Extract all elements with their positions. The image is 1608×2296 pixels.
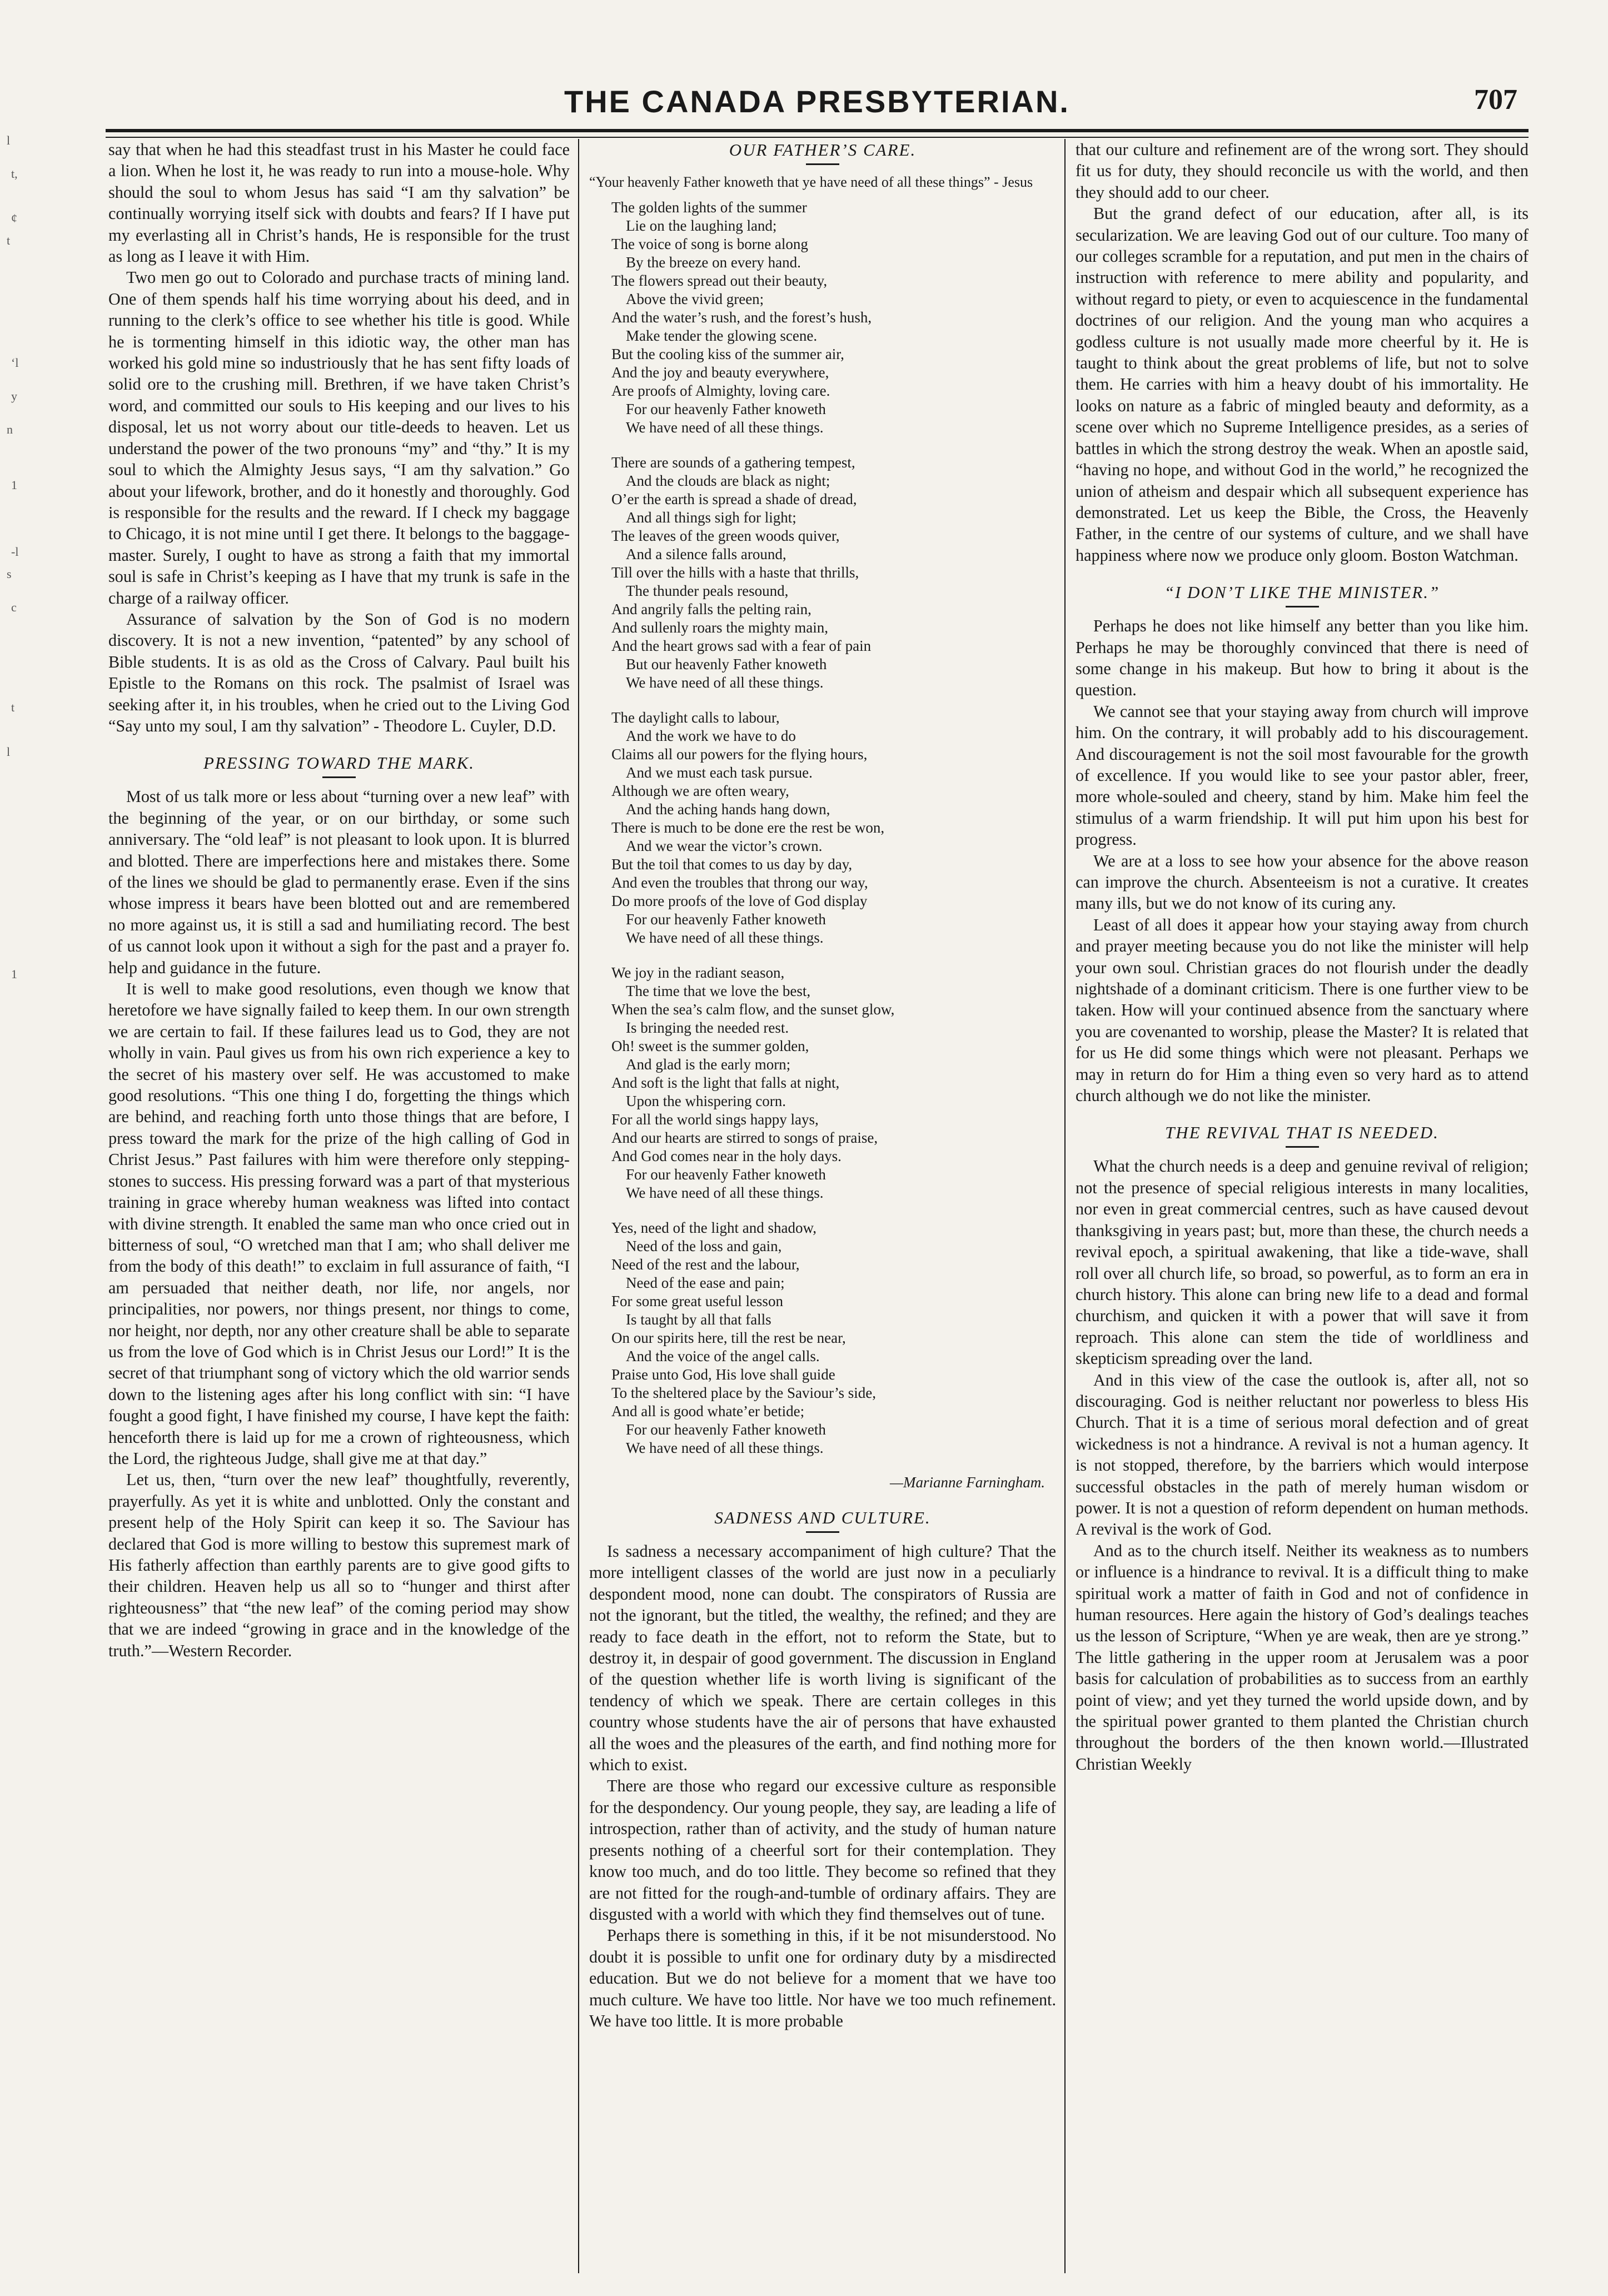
column-right [1076, 139, 1529, 2273]
section-heading: THE REVIVAL THAT IS NEEDED. [1165, 1123, 1439, 1143]
margin-mark: c [11, 600, 17, 614]
poem-line: For some great useful lesson [611, 1293, 783, 1309]
poem-line: For all the world sings happy lays, [611, 1111, 819, 1128]
poem-line: The golden lights of the summer [611, 199, 807, 216]
heading-dash [1286, 606, 1319, 607]
poem-line: And the work we have to do [626, 728, 796, 744]
column-divider [1064, 139, 1066, 2273]
masthead-rule [106, 129, 1529, 132]
poem-line: Claims all our powers for the flying hours, [611, 746, 868, 763]
paragraph: It is well to make good resolutions, even though we know that heretofore we have signally failed to keep them. In our own strength we are certain to fail. If these failures lead us to God, they are not wholly in vain. Paul gives us from his own rich experience a key to the secret of his mastery over self. He was accustomed to make good resolutions. “This one thing I do, forgetting the things which are behind, and reaching forth unto those things that are before, I press toward the mark for the prize of the high calling of God in Christ Jesus.” Past failures with him were therefore only stepping-stones to success. His pressing forward was a part of that mysterious training in grace whereby human weakness was lifted into contact with divine strength. It enabled the same man who once cried out in bitterness of soul, “O wretched man that I am; who shall deliver me from the body of this death!” to exclaim in full assurance of faith, “I am persuaded that neither death, nor life, nor angels, nor principalities, nor powers, nor things present, nor things to come, nor height, nor depth, nor any other creature shall be able to separate us from the love of God which is in Christ Jesus our Lord!” It is the secret of that triumphant song of victory which the old warrior sends down to the listening ages after his long conflict with sin: “I have fought a good fight, I have finished my course, I have kept the faith: henceforth there is laid up for me a crown of righteousness, which the Lord, the righteous Judge, shall give me at that day.” [108, 979, 570, 1468]
poem-line: To the sheltered place by the Saviour’s side, [611, 1384, 876, 1401]
heading-dash [806, 1531, 839, 1533]
poem-line: Are proofs of Almighty, loving care. [611, 382, 830, 399]
poem-line: Yes, need of the light and shadow, [611, 1219, 817, 1236]
paragraph: that our culture and refinement are of the wrong sort. They should fit us for duty, they should reconcile us with the world, and then they should add to our cheer. [1076, 140, 1529, 202]
masthead [106, 83, 1529, 133]
poem-line: Is bringing the needed rest. [626, 1019, 789, 1036]
poem [589, 198, 1056, 1457]
paragraph: Most of us talk more or less about “turning over a new leaf” with the beginning of the year, or on our birthday, or some such anniversary. The “old leaf” is not pleasant to look upon. It is blurred and blotted. There are imperfections here and mistakes there. Some of the lines we should be glad to permanently erase. Even if the sins whose impress it bears have been blotted out and are remembered no more against us, it is still a sad and humiliating record. The best of us cannot look upon it without a sigh for the past and a prayer fo. help and guidance in the future. [108, 787, 570, 977]
poem-line: Oh! sweet is the summer golden, [611, 1038, 809, 1054]
poem-line: And angrily falls the pelting rain, [611, 601, 812, 617]
poem-line: For our heavenly Father knoweth [626, 401, 826, 417]
paragraph: What the church needs is a deep and genuine revival of religion; not the presence of special religious interests in many localities, nor even in great commercial centres, such as have caused devout thanksgiving in years past; but, more than these, the church needs a revival epoch, a spiritual awakening, that like a tide-wave, shall roll over all church life, so broad, so powerful, as to form an era in church history. This alone can bring new life to a dead and formal churchism, and quicken it with a power that will save it from reproach. This alone can stem the tide of worldliness and skepticism spreading over the land. [1076, 1157, 1529, 1368]
poem-epigraph: “Your heavenly Father knoweth that ye have need of all these things” - Jesus [589, 174, 1033, 190]
paragraph: We cannot see that your staying away from church will improve him. On the contrary, it will probably add to his discouragement. And discouragement is not the soil most favourable for the growth of excellence. If you would like to see your pastor abler, freer, more whole-souled and cheery, stand by him. Make him feel the stimulus of a warm friendship. It will put him upon his best for progress. [1076, 701, 1529, 849]
margin-mark: n [7, 422, 13, 436]
poem-line: We have need of all these things. [626, 1440, 824, 1456]
poem-line: We joy in the radiant season, [611, 964, 785, 981]
poem-line: And all is good whate’er betide; [611, 1403, 805, 1420]
poem-line: Praise unto God, His love shall guide [611, 1366, 835, 1383]
poem-line: But the toil that comes to us day by day, [611, 856, 853, 873]
poem-line: Need of the ease and pain; [626, 1274, 785, 1291]
poem-stanza [589, 709, 1056, 947]
poem-line: O’er the earth is spread a shade of dread, [611, 491, 857, 507]
paragraph: Is sadness a necessary accompaniment of high culture? That the more intelligent classes of the world are just now in a peculiarly despondent mood, none can doubt. The conspirators of Russia are not the ignorant, but the titled, the wealthy, the refined; and they are ready to face death in the effort, not to reform the State, but to destroy it, in despair of good government. The discussion in England of the question whether life is worth living is significant of the tendency of which we speak. There are certain colleges in this country whose students have the air of persons that have exhausted all the woes and the pleasures of the earth, and find nothing more for which to exist. [589, 1542, 1056, 1775]
paragraph: There are those who regard our excessive culture as responsible for the despondency. Our young people, they say, are leading a life of introspection, rather than of activity, and the study of human nature presents nothing of a cheerful sort for their contemplation. They know too much, and do too little. They become so refined that they are not fitted for the rough-and-tumble of ordinary affairs. They are disgusted with a world with which they find themselves out of tune. [589, 1776, 1056, 1924]
poem-line: Make tender the glowing scene. [626, 327, 818, 344]
paragraph: say that when he had this steadfast trust in his Master he could face a lion. When he lost it, he was ready to run into a mouse-hole. Why should the soul to whom Jesus has said “I am thy salvation” be continually worrying itself sick with doubts and fears? If I have put my everlasting all in Christ’s hands, He is responsible for the trust as long as I leave it with Him. [108, 140, 570, 266]
paragraph: And as to the church itself. Neither its weakness as to numbers or influence is a hindrance to revival. It is a difficult thing to make spiritual work a matter of faith in God and not of confidence in human resources. Here again the history of God’s dealings teaches us the lesson of Scripture, “When ye are weak, then are ye strong.” The little gathering in the upper room at Jerusalem was a poor basis for calculation of probabilities as to success from an earthly point of view; and yet they turned the world upside down, and by the spiritual power granted to them planted the Christian church throughout the borders of the then known world.—Illustrated Christian Weekly [1076, 1541, 1529, 1774]
margin-mark: -l [11, 545, 19, 559]
paragraph: Least of all does it appear how your staying away from church and prayer meeting because you do not like the minister will help your own soul. Christian graces do not flourish under the deadly nightshade of a dominant criticism. There is one further view to be taken. How will your continued absence from the sanctuary where you are covenanted to worship, please the Master? It is related that for us He did some things which were not pleasant. Perhaps we may in return do for Him a thing even so very hard as to attend church although we do not like the minister. [1076, 915, 1529, 1105]
poem-line: And the clouds are black as night; [626, 472, 830, 489]
margin-mark: s [7, 567, 12, 581]
poem-line: Is taught by all that falls [626, 1311, 771, 1328]
poem-line: And the joy and beauty everywhere, [611, 364, 829, 381]
poem-line: There are sounds of a gathering tempest, [611, 454, 855, 471]
poem-line: And the voice of the angel calls. [626, 1348, 820, 1364]
poem-line: And sullenly roars the mighty main, [611, 619, 828, 636]
poem-line: Do more proofs of the love of God display [611, 893, 868, 909]
paragraph: Let us, then, “turn over the new leaf” thoughtfully, reverently, prayerfully. As yet it is white and unblotted. Only the constant and present help of the Holy Spirit can keep it so. The Saviour has declared that God is more willing to bestow this supremest mark of His fatherly affection than earthly parents are to give good gifts to their children. Heaven help us all so to “hunger and thirst after righteousness” that “the new leaf” of the coming period may show that we are indeed “growing in grace and in the knowledge of the truth.”—Western Recorder. [108, 1470, 570, 1660]
poem-line: We have need of all these things. [626, 674, 824, 691]
poem-line: The flowers spread out their beauty, [611, 272, 828, 289]
section-heading: “I DON’T LIKE THE MINISTER.” [1164, 582, 1440, 602]
poem-line: And God comes near in the holy days. [611, 1148, 842, 1164]
poem-line: Till over the hills with a haste that thrills, [611, 564, 859, 581]
poem-line: And soft is the light that falls at night, [611, 1074, 840, 1091]
poem-line: Need of the rest and the labour, [611, 1256, 800, 1273]
poem-line: And the water’s rush, and the forest’s hush, [611, 309, 872, 326]
poem-line: And even the troubles that throng our way, [611, 874, 868, 891]
heading-dash [806, 163, 839, 165]
paragraph: And in this view of the case the outlook is, after all, not so discouraging. God is neither reluctant nor powerless to bless His Church. That it is a time of serious moral defection and of great wickedness is not a hindrance. A revival is not a human agency. It is not stopped, therefore, by the barriers which would interpose successful obstacles in the path of merely human wisdom or power. It is not a question of reform dependent on human methods. A revival is the work of God. [1076, 1370, 1529, 1539]
masthead-rule-thin [106, 137, 1529, 138]
margin-mark: 1 [11, 967, 17, 981]
margin-mark: t [7, 233, 11, 247]
margin-mark: l [7, 133, 11, 147]
margin-mark: ‘l [11, 356, 19, 370]
poem-line: Lie on the laughing land; [626, 217, 777, 234]
poem-line: And the aching hands hang down, [626, 801, 830, 818]
section-heading: SADNESS AND CULTURE. [714, 1508, 931, 1527]
paragraph: But the grand defect of our education, after all, is its secularization. We are leaving God out of our culture. Too many of our colleges scramble for a reputation, and put men in the chairs of instruction with reference to mere ability and popularity, and without regard to piety, or even to acquiescence in the fundamental doctrines of our religion. And the young man who acquires a godless culture is not usually made more cheerful by it. He is taught to think about the great problems of life, but not to solve them. He carries with him a heavy doubt of his immortality. He looks on nature as a fabric of mingled beauty and deformity, as a scene over which no Supreme Intelligence presides, as a series of battles in which the strong destroy the weak. When an apostle said, “having no hope, and without God in the world,” he recognized the union of atheism and despair which all subsequent experience has demonstrated. Let us keep the Bible, the Cross, the Heavenly Father, in the centre of our systems of culture, and we shall have happiness where now we produce only gloom. Boston Watchman. [1076, 204, 1529, 565]
poem-line: For our heavenly Father knoweth [626, 1421, 826, 1438]
poem-title: OUR FATHER’S CARE. [729, 140, 917, 160]
poem-line: Upon the whispering corn. [626, 1093, 786, 1109]
heading-dash [1286, 1146, 1319, 1148]
poem-line: For our heavenly Father knoweth [626, 911, 826, 928]
poem-line: But the cooling kiss of the summer air, [611, 346, 844, 362]
poem-stanza [589, 1219, 1056, 1457]
margin-mark: y [11, 389, 17, 403]
poem-signature: —Marianne Farningham. [890, 1474, 1045, 1491]
paragraph: Two men go out to Colorado and purchase tracts of mining land. One of them spends half his time worrying about his deed, and in running to the clerk’s office to see whether his title is good. While he is tormenting himself in this idiotic way, the other man has worked his gold mine so industriously that he has sent fifty loads of solid ore to the crushing mill. Brethren, if we have taken Christ’s word, and committed our souls to His keeping and our lives to his disposal, let us not worry about our title-deeds to heaven. Let us understand the power of the two pronouns “my” and “thy.” It is my soul to which the Almighty Jesus says, “I am thy salvation.” Go about your lifework, brother, and do it honestly and thoroughly. God is responsible for the results and the reward. If I check my baggage to Chicago, it is not mine until I get there. It belongs to the baggage-master. Surely, I ought to have as strong a faith that my immortal soul is safe in Christ’s keeping as I have that my trunk is safe in the charge of a railway officer. [108, 268, 570, 607]
poem-line: By the breeze on every hand. [626, 254, 801, 271]
poem-line: The daylight calls to labour, [611, 709, 780, 726]
page-number: 707 [1474, 84, 1517, 116]
paragraph: Assurance of salvation by the Son of God is no modern discovery. It is not a new invention, “patented” by any school of Bible students. It is as old as the Cross of Calvary. Paul built his Epistle to the Romans on this rock. The psalmist of Israel was seeking after it, in his troubles, when he cried out to the Living God “Say unto my soul, I am thy salvation” - Theodore L. Cuyler, D.D. [108, 609, 570, 735]
poem-line: For our heavenly Father knoweth [626, 1166, 826, 1183]
poem-line: We have need of all these things. [626, 929, 824, 946]
margin-mark: t [11, 700, 15, 714]
margin-mark: 1 [11, 478, 17, 492]
poem-line: We have need of all these things. [626, 419, 824, 436]
section-heading: PRESSING TOWARD THE MARK. [203, 753, 475, 773]
poem-line: The thunder peals resound, [626, 582, 789, 599]
poem-line: Above the vivid green; [626, 291, 764, 307]
poem-line: Although we are often weary, [611, 783, 789, 799]
poem-line: And our hearts are stirred to songs of praise, [611, 1129, 878, 1146]
poem-line: We have need of all these things. [626, 1184, 824, 1201]
paragraph: We are at a loss to see how your absence for the above reason can improve the church. Absenteeism is not a curative. It creates many ills, but we do not know of its curing any. [1076, 851, 1529, 913]
poem-line: And we must each task pursue. [626, 764, 813, 781]
poem-line: And we wear the victor’s crown. [626, 838, 823, 854]
poem-line: On our spirits here, till the rest be near, [611, 1329, 846, 1346]
column-left [108, 139, 570, 2273]
poem-stanza [589, 198, 1056, 437]
poem-line: The leaves of the green woods quiver, [611, 527, 840, 544]
newspaper-title: THE CANADA PRESBYTERIAN. [564, 84, 1070, 119]
poem-line: There is much to be done ere the rest be won, [611, 819, 885, 836]
poem-line: The time that we love the best, [626, 983, 811, 999]
poem-line: The voice of song is borne along [611, 236, 808, 252]
margin-mark: t, [11, 167, 18, 181]
margin-mark: l [7, 745, 11, 759]
poem-stanza [589, 454, 1056, 692]
heading-dash [322, 776, 356, 778]
poem-line: And glad is the early morn; [626, 1056, 791, 1073]
poem-line: And a silence falls around, [626, 546, 786, 562]
column-middle [589, 139, 1056, 2273]
poem-line: And all things sigh for light; [626, 509, 796, 526]
column-divider [578, 139, 579, 2273]
poem-line: When the sea’s calm flow, and the sunset glow, [611, 1001, 895, 1018]
margin-mark: ¢ [11, 211, 17, 225]
poem-line: And the heart grows sad with a fear of pain [611, 637, 872, 654]
poem-line: But our heavenly Father knoweth [626, 656, 827, 673]
poem-line: Need of the loss and gain, [626, 1238, 782, 1254]
paragraph: Perhaps there is something in this, if it be not misunderstood. No doubt it is possible to unfit one for ordinary duty by a misdirected education. But we do not believe for a moment that we have too much culture. We have too little. Nor have we too much refinement. We have too little. It is more probable [589, 1926, 1056, 2030]
poem-stanza [589, 964, 1056, 1202]
paragraph: Perhaps he does not like himself any better than you like him. Perhaps he may be thoroughly convinced that there is need of some change in his makeup. But how to bring it about is the question. [1076, 616, 1529, 700]
